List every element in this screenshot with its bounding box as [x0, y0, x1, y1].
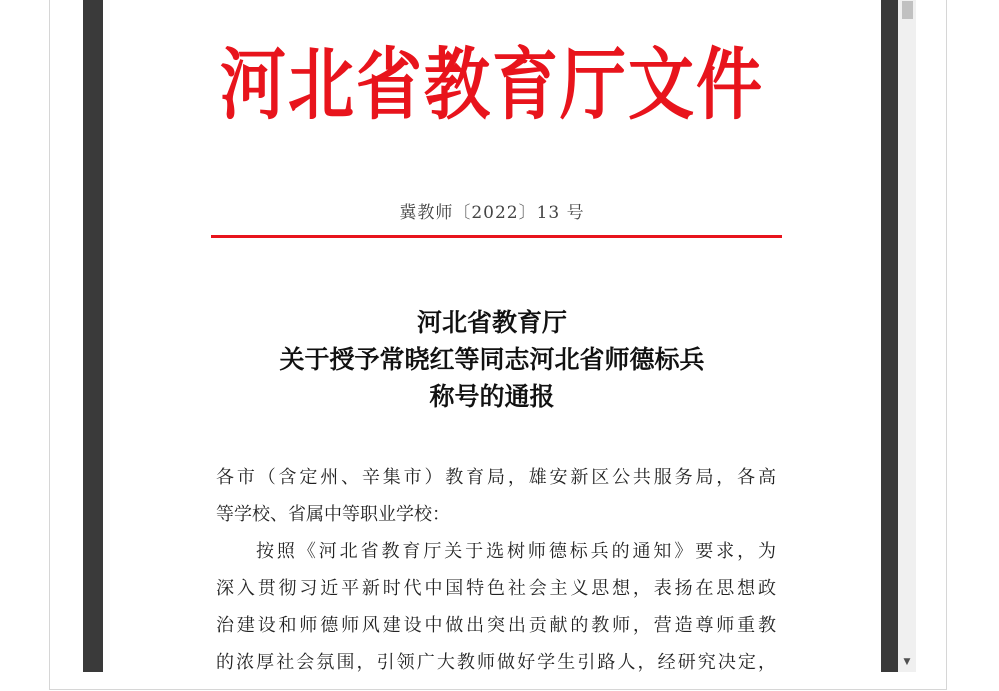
document-title: [103, 304, 881, 415]
chevron-down-icon[interactable]: ▼: [903, 657, 911, 667]
document-masthead: 河北省教育厅文件: [220, 39, 764, 131]
body-line: 深入贯彻习近平新时代中国特色社会主义思想，表扬在思想政: [216, 578, 776, 599]
scrollbar-thumb[interactable]: [902, 1, 913, 19]
body-line: 等学校、省属中等职业学校：: [216, 504, 450, 525]
body-line: 按照《河北省教育厅关于选树师德标兵的通知》要求，为: [256, 541, 776, 562]
body-line: 的浓厚社会氛围，引领广大教师做好学生引路人，经研究决定，: [216, 652, 776, 672]
body-line: 各市（含定州、辛集市）教育局，雄安新区公共服务局，各高: [216, 467, 776, 488]
document-viewer[interactable]: [83, 0, 898, 672]
vertical-scrollbar[interactable]: [898, 0, 916, 672]
document-number: 冀教师〔2022〕13 号: [399, 203, 585, 223]
red-divider-line: [211, 235, 782, 238]
document-page: [103, 0, 881, 672]
document-body: [216, 459, 776, 672]
title-line: 河北省教育厅: [416, 308, 567, 337]
body-line: 治建设和师德师风建设中做出突出贡献的教师，营造尊师重教: [216, 615, 776, 636]
title-line: 关于授予常晓红等同志河北省师德标兵: [279, 345, 705, 374]
title-line: 称号的通报: [429, 382, 555, 411]
